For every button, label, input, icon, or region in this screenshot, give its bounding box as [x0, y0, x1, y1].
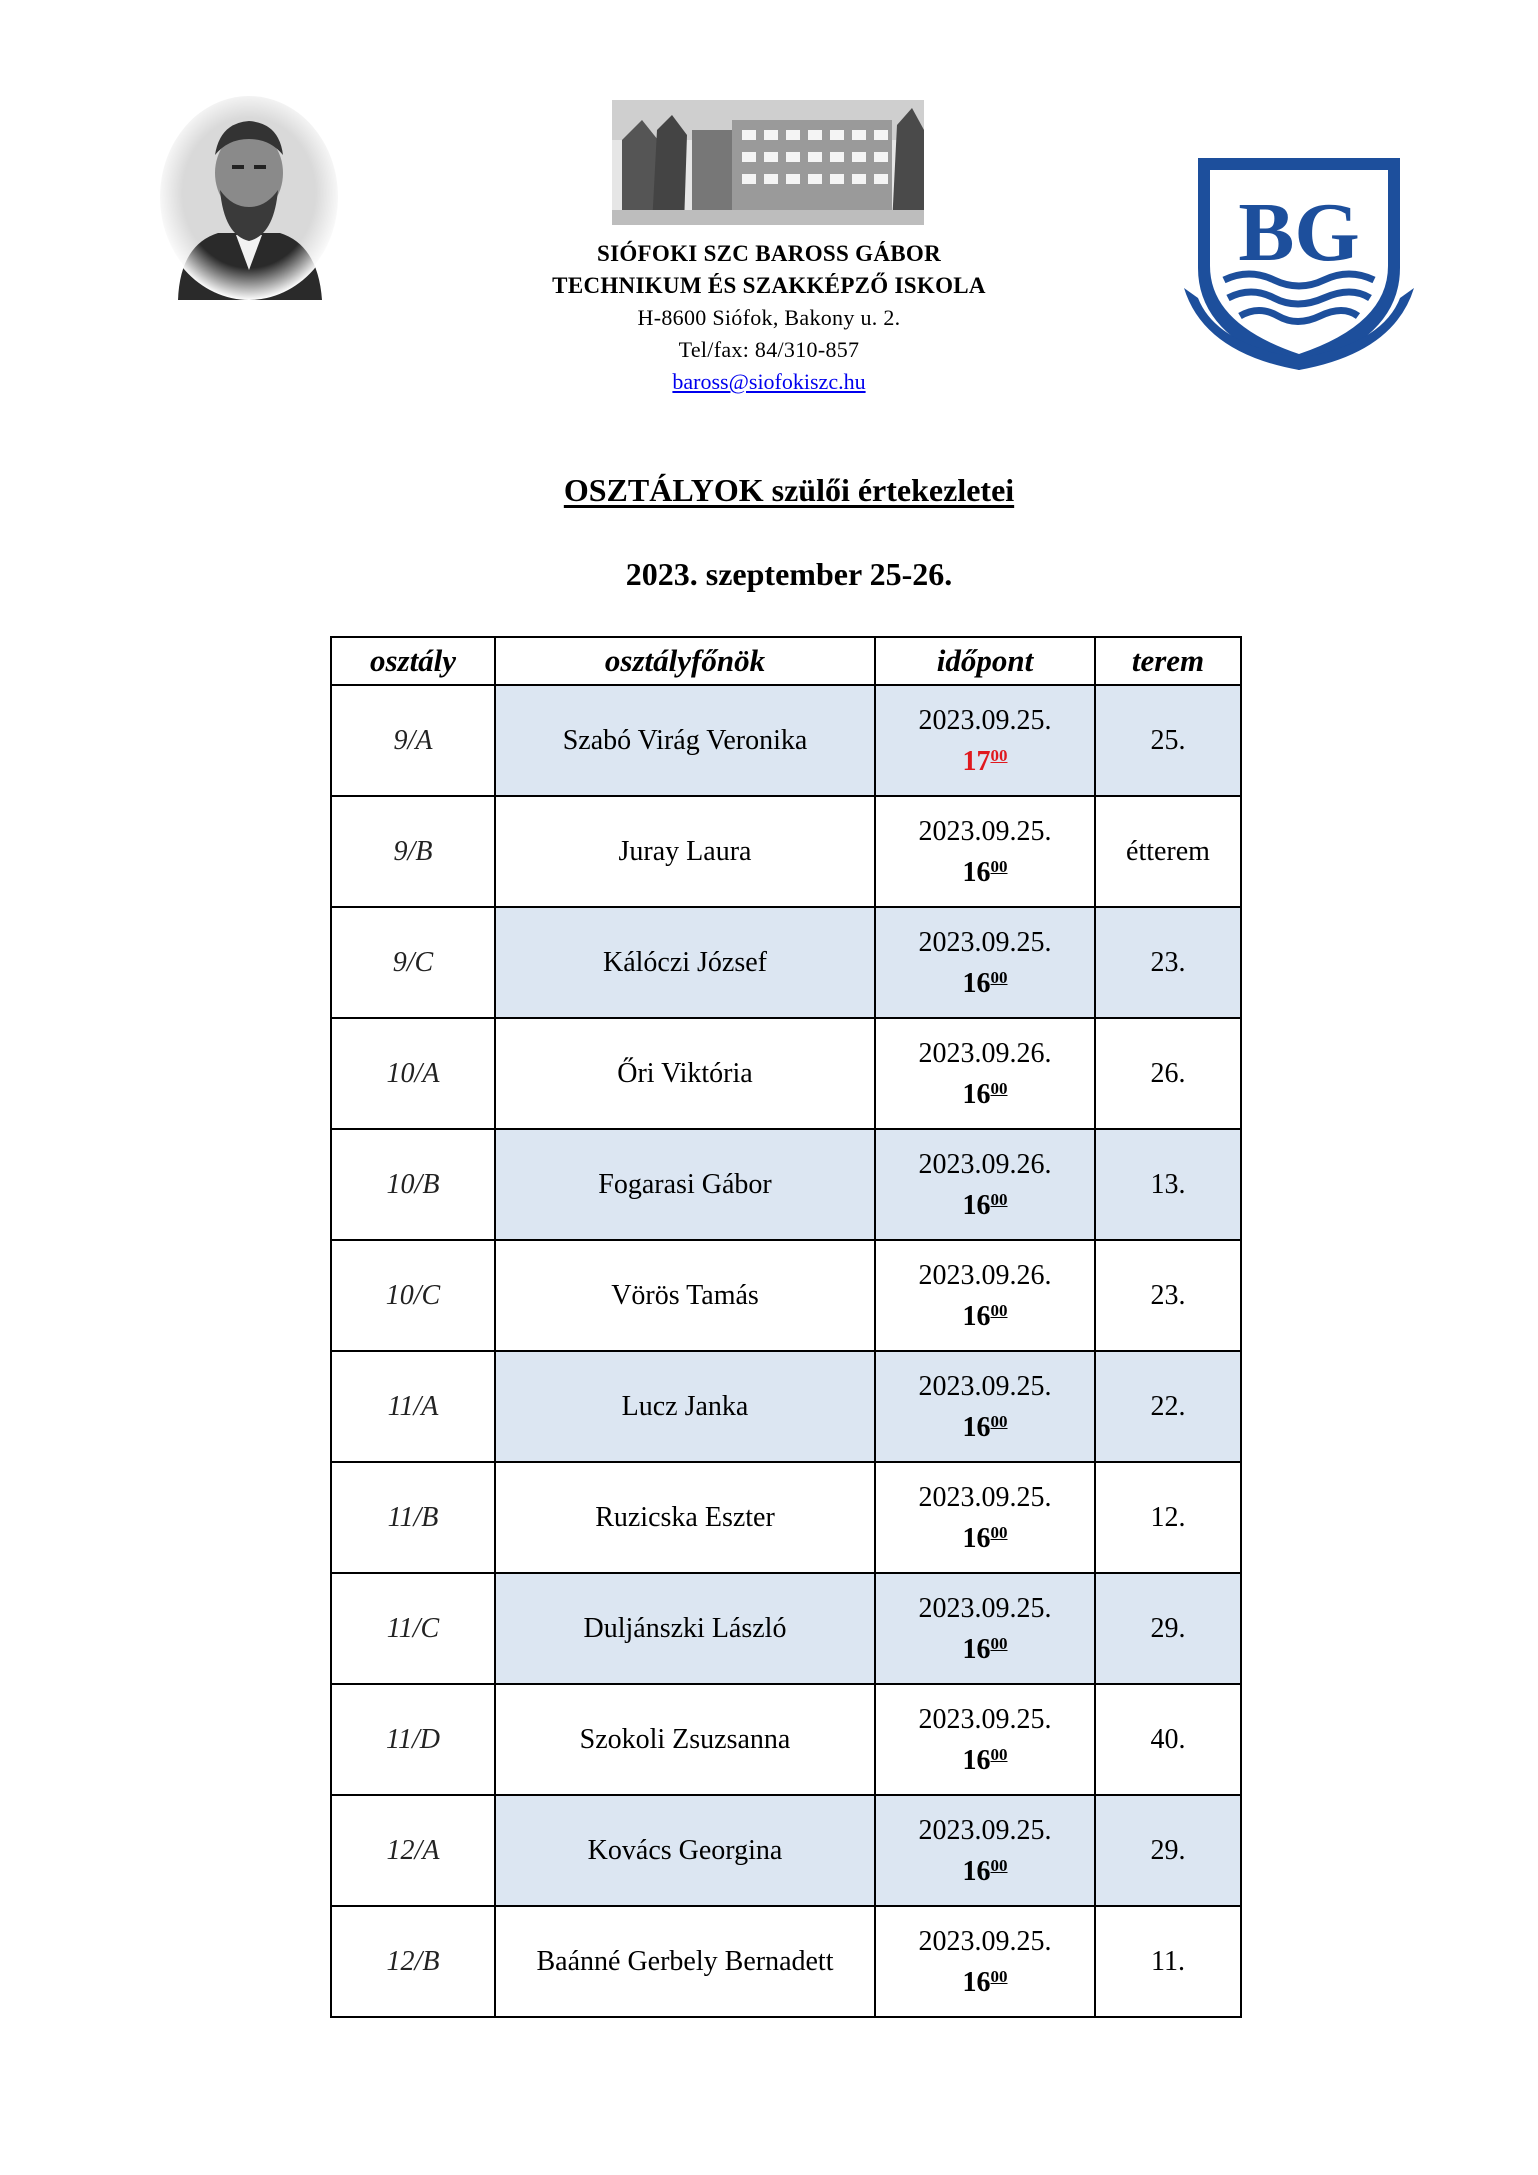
cell-class: 10/B — [331, 1129, 495, 1240]
cell-teacher: Fogarasi Gábor — [495, 1129, 875, 1240]
cell-teacher: Szabó Virág Veronika — [495, 685, 875, 796]
school-crest-logo — [1184, 148, 1414, 376]
table-row — [331, 907, 1241, 1018]
meeting-date: 2023.09.25. — [918, 1592, 1052, 1624]
school-name-line-2: TECHNIKUM ÉS SZAKKÉPZŐ ISKOLA — [552, 273, 986, 298]
meeting-hour: 16 — [962, 967, 991, 999]
table-row — [331, 796, 1241, 907]
cell-teacher: Juray Laura — [495, 796, 875, 907]
meeting-date: 2023.09.26. — [918, 1037, 1052, 1069]
document-date: 2023. szeptember 25-26. — [625, 556, 953, 592]
cell-teacher: Lucz Janka — [495, 1351, 875, 1462]
table-header-row — [331, 637, 1241, 685]
meeting-time — [876, 961, 1094, 1001]
cell-teacher: Baánné Gerbely Bernadett — [495, 1906, 875, 2017]
meeting-minute: 00 — [990, 1633, 1008, 1653]
cell-time — [875, 1906, 1095, 2017]
meeting-date: 2023.09.25. — [918, 1481, 1052, 1513]
meeting-date: 2023.09.25. — [918, 704, 1052, 736]
cell-time — [875, 1018, 1095, 1129]
meeting-time — [876, 1738, 1094, 1778]
meeting-date: 2023.09.26. — [918, 1148, 1052, 1180]
meeting-schedule-table — [330, 636, 1242, 2018]
cell-room: 11. — [1095, 1906, 1241, 2017]
cell-teacher: Duljánszki László — [495, 1573, 875, 1684]
table-row — [331, 1906, 1241, 2017]
meeting-minute: 00 — [990, 856, 1008, 876]
cell-class: 9/A — [331, 685, 495, 796]
school-building-image — [612, 100, 924, 225]
table-row — [331, 1573, 1241, 1684]
cell-class: 11/B — [331, 1462, 495, 1573]
cell-room: 12. — [1095, 1462, 1241, 1573]
meeting-time — [876, 1183, 1094, 1223]
svg-text:BG: BG — [1238, 186, 1360, 279]
founder-portrait-image — [158, 95, 340, 300]
cell-class: 11/A — [331, 1351, 495, 1462]
cell-room: 29. — [1095, 1795, 1241, 1906]
cell-room: étterem — [1095, 796, 1241, 907]
table-row — [331, 1129, 1241, 1240]
school-letterhead — [469, 238, 1069, 398]
cell-time — [875, 796, 1095, 907]
meeting-time — [876, 1627, 1094, 1667]
cell-time — [875, 1795, 1095, 1906]
cell-time — [875, 685, 1095, 796]
cell-room: 23. — [1095, 1240, 1241, 1351]
table-row — [331, 1795, 1241, 1906]
cell-class: 10/A — [331, 1018, 495, 1129]
cell-room: 23. — [1095, 907, 1241, 1018]
meeting-time — [876, 850, 1094, 890]
meeting-date: 2023.09.25. — [918, 1814, 1052, 1846]
table-row — [331, 685, 1241, 796]
cell-teacher: Kálóczi József — [495, 907, 875, 1018]
meeting-minute: 00 — [990, 1966, 1008, 1986]
cell-teacher: Szokoli Zsuzsanna — [495, 1684, 875, 1795]
cell-class: 12/B — [331, 1906, 495, 2017]
meeting-minute: 00 — [990, 967, 1008, 987]
cell-room: 29. — [1095, 1573, 1241, 1684]
cell-teacher: Vörös Tamás — [495, 1240, 875, 1351]
cell-class: 10/C — [331, 1240, 495, 1351]
meeting-date: 2023.09.25. — [918, 1703, 1052, 1735]
meeting-date: 2023.09.25. — [918, 926, 1052, 958]
cell-teacher: Kovács Georgina — [495, 1795, 875, 1906]
cell-teacher: Őri Viktória — [495, 1018, 875, 1129]
meeting-hour: 16 — [962, 1633, 991, 1665]
cell-time — [875, 1240, 1095, 1351]
cell-teacher: Ruzicska Eszter — [495, 1462, 875, 1573]
meeting-time — [876, 1849, 1094, 1889]
meeting-minute: 00 — [990, 1744, 1008, 1764]
meeting-minute: 00 — [990, 1411, 1008, 1431]
meeting-hour: 16 — [962, 1300, 991, 1332]
meeting-minute: 00 — [990, 1078, 1008, 1098]
meeting-hour: 16 — [962, 1855, 991, 1887]
meeting-date: 2023.09.26. — [918, 1259, 1052, 1291]
header-time: időpont — [875, 637, 1095, 685]
table-row — [331, 1018, 1241, 1129]
cell-class: 11/C — [331, 1573, 495, 1684]
table-row — [331, 1684, 1241, 1795]
meeting-date: 2023.09.25. — [918, 1925, 1052, 1957]
meeting-hour: 16 — [962, 1189, 991, 1221]
school-name-line-1: SIÓFOKI SZC BAROSS GÁBOR — [597, 241, 941, 266]
cell-time — [875, 1684, 1095, 1795]
cell-time — [875, 1573, 1095, 1684]
school-phone: Tel/fax: 84/310-857 — [678, 337, 860, 362]
meeting-hour: 16 — [962, 1522, 991, 1554]
cell-room: 26. — [1095, 1018, 1241, 1129]
cell-class: 9/B — [331, 796, 495, 907]
meeting-minute: 00 — [990, 745, 1008, 765]
document-title — [330, 468, 1248, 512]
meeting-time — [876, 1405, 1094, 1445]
meeting-date: 2023.09.25. — [918, 1370, 1052, 1402]
meeting-minute: 00 — [990, 1855, 1008, 1875]
header-teacher: osztályfőnök — [495, 637, 875, 685]
meeting-hour: 16 — [962, 1411, 991, 1443]
cell-class: 9/C — [331, 907, 495, 1018]
meeting-minute: 00 — [990, 1189, 1008, 1209]
table-row — [331, 1351, 1241, 1462]
cell-time — [875, 1462, 1095, 1573]
cell-room: 22. — [1095, 1351, 1241, 1462]
cell-time — [875, 1351, 1095, 1462]
meeting-hour: 17 — [962, 745, 991, 777]
meeting-date: 2023.09.25. — [918, 815, 1052, 847]
meeting-minute: 00 — [990, 1522, 1008, 1542]
cell-room: 40. — [1095, 1684, 1241, 1795]
header-class: osztály — [331, 637, 495, 685]
meeting-hour: 16 — [962, 1078, 991, 1110]
meeting-hour: 16 — [962, 1966, 991, 1998]
cell-class: 11/D — [331, 1684, 495, 1795]
cell-room: 25. — [1095, 685, 1241, 796]
cell-room: 13. — [1095, 1129, 1241, 1240]
cell-time — [875, 1129, 1095, 1240]
meeting-minute: 00 — [990, 1300, 1008, 1320]
meeting-hour: 16 — [962, 856, 991, 888]
meeting-time — [876, 1960, 1094, 2000]
meeting-time — [876, 1516, 1094, 1556]
table-row — [331, 1462, 1241, 1573]
meeting-time — [876, 1294, 1094, 1334]
document-title-text: OSZTÁLYOK szülői értekezletei — [563, 472, 1015, 508]
cell-time — [875, 907, 1095, 1018]
school-address: H-8600 Siófok, Bakony u. 2. — [637, 305, 901, 330]
meeting-hour: 16 — [962, 1744, 991, 1776]
table-row — [331, 1240, 1241, 1351]
meeting-time — [876, 1072, 1094, 1112]
cell-class: 12/A — [331, 1795, 495, 1906]
school-email-link[interactable]: baross@siofokiszc.hu — [672, 369, 866, 394]
header-room: terem — [1095, 637, 1241, 685]
meeting-time — [876, 739, 1094, 779]
